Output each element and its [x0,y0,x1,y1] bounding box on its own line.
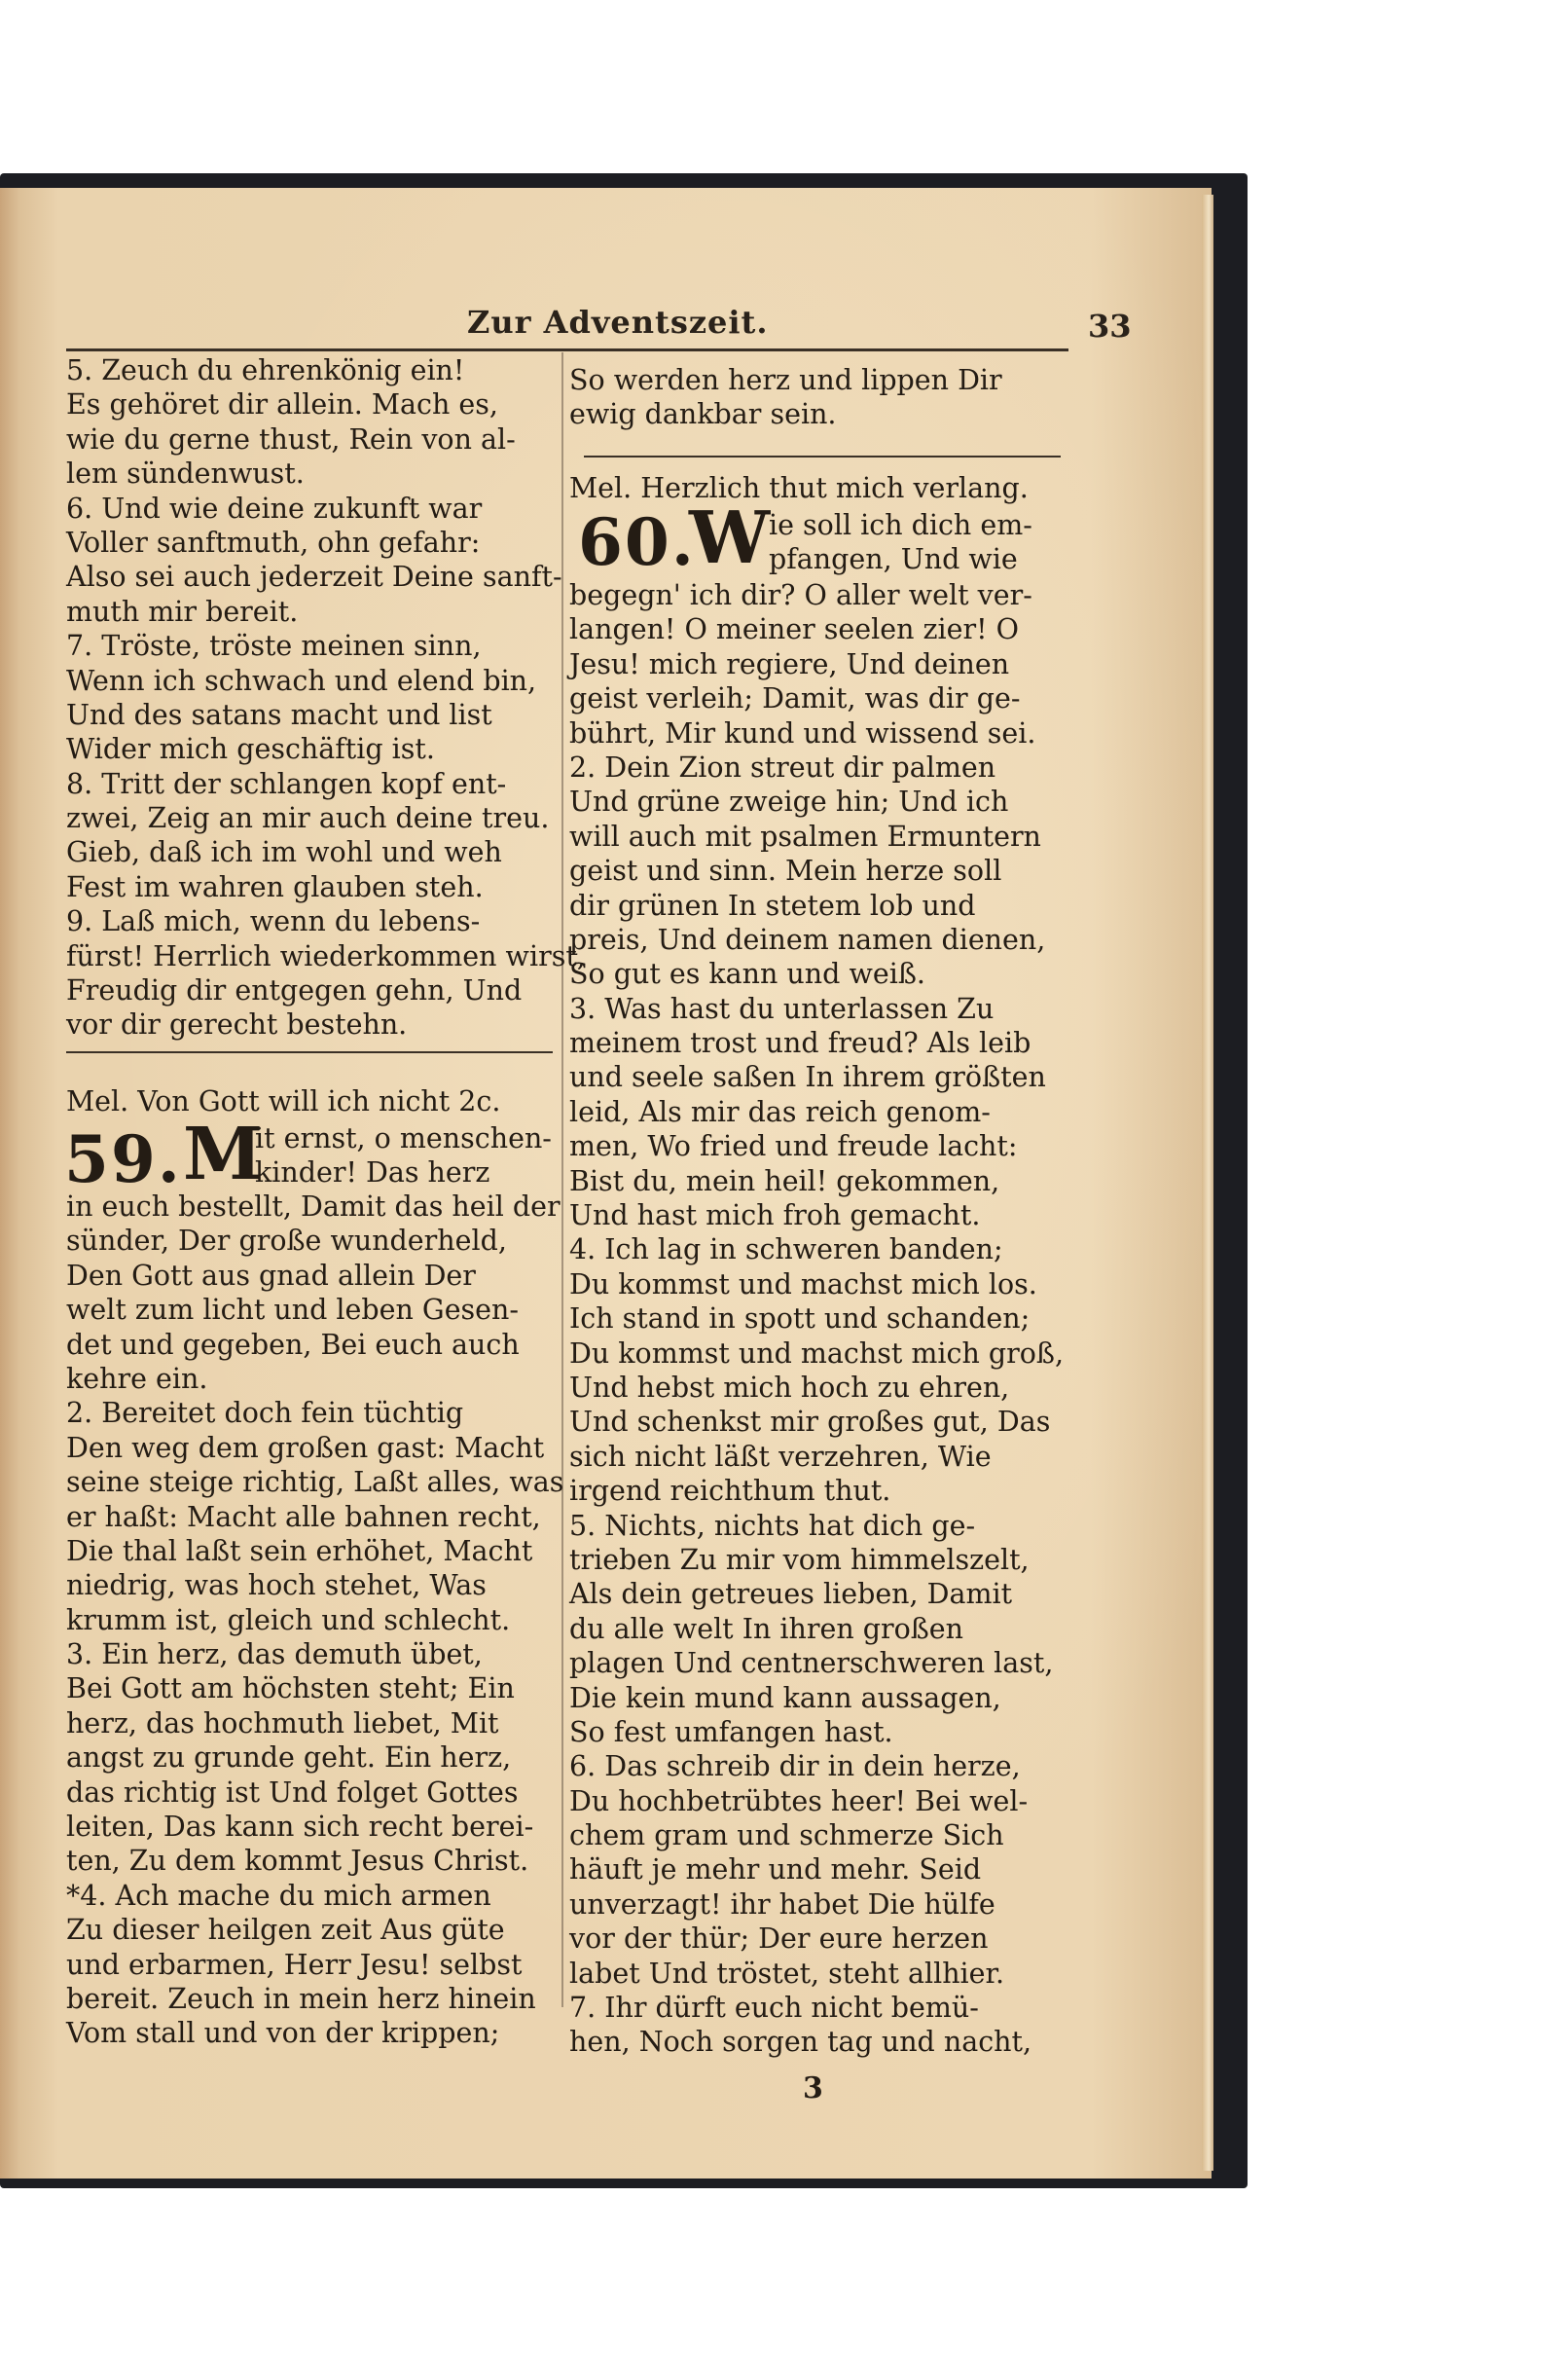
text-line: So gut es kann und weiß. [569,958,925,991]
text-line: preis, Und deinem namen dienen, [569,923,1046,956]
hymn-60-first-lines [769,508,1070,577]
text-line: dir grünen In stetem lob und [569,889,976,922]
text-line: Wenn ich schwach und elend bin, [66,664,537,697]
text-line: Den weg dem großen gast: Macht [66,1431,545,1464]
signature-mark: 3 [803,2071,823,2105]
text-line: niedrig, was hoch stehet, Was [66,1569,487,1602]
text-line: Bist du, mein heil! gekommen, [569,1164,1000,1197]
text-line: häuft je mehr und mehr. Seid [569,1853,982,1886]
text-line: will auch mit psalmen Ermuntern [569,820,1041,853]
text-line: geist verleih; Damit, was dir ge- [569,682,1021,715]
right-column-top [569,363,1067,432]
text-line: kinder! Das herz [255,1156,490,1190]
page-number: 33 [1088,308,1132,345]
text-line: So werden herz und lippen Dir [569,364,1002,396]
text-line: Und hast mich froh gemacht. [569,1199,981,1232]
text-line: Als dein getreues lieben, Damit [569,1578,1013,1611]
text-line: irgend reichthum thut. [569,1475,891,1508]
text-line: 6. Das schreib dir in dein herze, [569,1750,1021,1783]
text-line: Ich stand in spott und schanden; [569,1302,1031,1336]
text-line: meinem trost und freud? Als leib [569,1027,1031,1060]
header-rule [66,348,1068,351]
text-line: it ernst, o menschen- [255,1122,552,1154]
text-line: ten, Zu dem kommt Jesus Christ. [66,1845,529,1878]
text-line: vor dir gerecht bestehn. [66,1008,408,1042]
text-line: Die thal laßt sein erhöhet, Macht [66,1534,533,1567]
running-title: Zur Adventszeit. [467,304,769,341]
text-line: Voller sanftmuth, ohn gefahr: [66,526,481,559]
text-line: muth mir bereit. [66,595,299,628]
hymn-59-first-lines [255,1121,557,1190]
text-line: Und schenkst mir großes gut, Das [569,1406,1051,1439]
page-header [58,304,1132,348]
text-line: lem sündenwust. [66,458,305,491]
text-line: kehre ein. [66,1362,208,1395]
hymn-60-dropcap: W [689,496,771,580]
text-line: unverzagt! ihr habet Die hülfe [569,1887,995,1921]
hymn-60-number: 60. [578,504,696,580]
text-line: Und des satans macht und list [66,698,492,731]
text-line: 7. Tröste, tröste meinen sinn, [66,630,482,663]
page-edge [1202,195,1213,2171]
text-line: men, Wo fried und freude lacht: [569,1130,1018,1163]
text-line: 3. Was hast du unterlassen Zu [569,992,995,1025]
text-line: leid, Als mir das reich genom- [569,1095,991,1128]
text-line: Jesu! mich regiere, Und deinen [569,647,1010,680]
hymn-59-number: 59. [64,1121,182,1197]
text-line: Und hebst mich hoch zu ehren, [569,1371,1010,1404]
text-line: det und gegeben, Bei euch auch [66,1328,520,1361]
text-line: Den Gott aus gnad allein Der [66,1259,476,1292]
text-line: ie soll ich dich em- [769,509,1032,541]
text-line: Vom stall und von der krippen; [66,2017,500,2050]
hymn-59-body [66,1190,562,2051]
text-line: 9. Laß mich, wenn du lebens- [66,905,481,938]
text-line: Du kommst und machst mich los. [569,1267,1037,1300]
text-line: Bei Gott am höchsten steht; Ein [66,1672,515,1705]
text-line: Freudig dir entgegen gehn, Und [66,974,523,1007]
text-line: du alle welt In ihren großen [569,1612,964,1645]
section-rule-60 [584,456,1061,458]
text-line: langen! O meiner seelen zier! O [569,613,1020,646]
text-line: in euch bestellt, Damit das heil der [66,1190,561,1223]
melody-60: Mel. Herzlich thut mich verlang. [569,472,1029,504]
text-line: Es gehöret dir allein. Mach es, [66,388,498,421]
text-line: trieben Zu mir vom himmelszelt, [569,1543,1030,1576]
text-line: labet Und tröstet, steht allhier. [569,1957,1005,1990]
text-line: 2. Dein Zion streut dir palmen [569,751,996,784]
text-line: So fest umfangen hast. [569,1715,893,1748]
text-line: sich nicht läßt verzehren, Wie [569,1440,992,1473]
text-line: herz, das hochmuth liebet, Mit [66,1706,499,1739]
hymn-59-dropcap: M [183,1113,263,1196]
text-line: fürst! Herrlich wiederkommen wirst, [66,939,586,972]
text-line: chem gram und schmerze Sich [569,1819,1004,1852]
text-line: er haßt: Macht alle bahnen recht, [66,1500,541,1533]
left-column [66,353,586,1043]
text-line: hen, Noch sorgen tag und nacht, [569,2026,1032,2059]
text-line: welt zum licht und leben Gesen- [66,1294,520,1327]
text-line: 5. Zeuch du ehrenkönig ein! [66,354,465,386]
text-line: Du hochbetrübtes heer! Bei wel- [569,1784,1029,1817]
text-line: 3. Ein herz, das demuth übet, [66,1638,483,1671]
text-line: Die kein mund kann aussagen, [569,1681,1001,1714]
text-line: krumm ist, gleich und schlecht. [66,1603,511,1636]
text-line: Du kommst und machst mich groß, [569,1336,1065,1370]
text-line: leiten, Das kann sich recht berei- [66,1811,534,1844]
text-line: und seele saßen In ihrem größten [569,1061,1046,1094]
text-line: sünder, Der große wunderheld, [66,1225,507,1258]
text-line: 5. Nichts, nichts hat dich ge- [569,1509,976,1542]
text-line: 6. Und wie deine zukunft war [66,492,483,525]
text-line: Gieb, daß ich im wohl und weh [66,836,502,869]
text-line: 8. Tritt der schlangen kopf ent- [66,767,507,800]
text-line: plagen Und centnerschweren last, [569,1647,1054,1680]
text-line: zwei, Zeig an mir auch deine treu. [66,802,550,835]
text-line: geist und sinn. Mein herze soll [569,855,1002,888]
text-line: und erbarmen, Herr Jesu! selbst [66,1948,523,1981]
text-line: bührt, Mir kund und wissend sei. [569,716,1036,750]
text-line: begegn' ich dir? O aller welt ver- [569,579,1032,611]
melody-59: Mel. Von Gott will ich nicht 2c. [66,1085,501,1117]
text-line: ewig dankbar sein. [569,398,837,431]
text-line: vor der thür; Der eure herzen [569,1922,989,1956]
text-line: 7. Ihr dürft euch nicht bemü- [569,1992,979,2025]
text-line: bereit. Zeuch in mein herz hinein [66,1982,536,2015]
text-line: 2. Bereitet doch fein tüchtig [66,1397,464,1430]
text-line: angst zu grunde geht. Ein herz, [66,1741,512,1775]
text-line: Und grüne zweige hin; Und ich [569,786,1009,819]
text-line: seine steige richtig, Laßt alles, was [66,1466,564,1499]
text-line: Wider mich geschäftig ist. [66,733,435,766]
text-line: 4. Ich lag in schweren banden; [569,1233,1003,1266]
text-line: pfangen, Und wie [769,543,1018,576]
text-line: Also sei auch jederzeit Deine sanft- [66,561,562,594]
text-line: das richtig ist Und folget Gottes [66,1776,519,1809]
text-line: Zu dieser heilgen zeit Aus güte [66,1914,505,1947]
section-rule-59 [66,1051,553,1053]
text-line: *4. Ach mache du mich armen [66,1879,491,1912]
hymn-60-body [569,578,1067,2060]
text-line: wie du gerne thust, Rein von al- [66,422,516,456]
text-line: Fest im wahren glauben steh. [66,870,484,903]
